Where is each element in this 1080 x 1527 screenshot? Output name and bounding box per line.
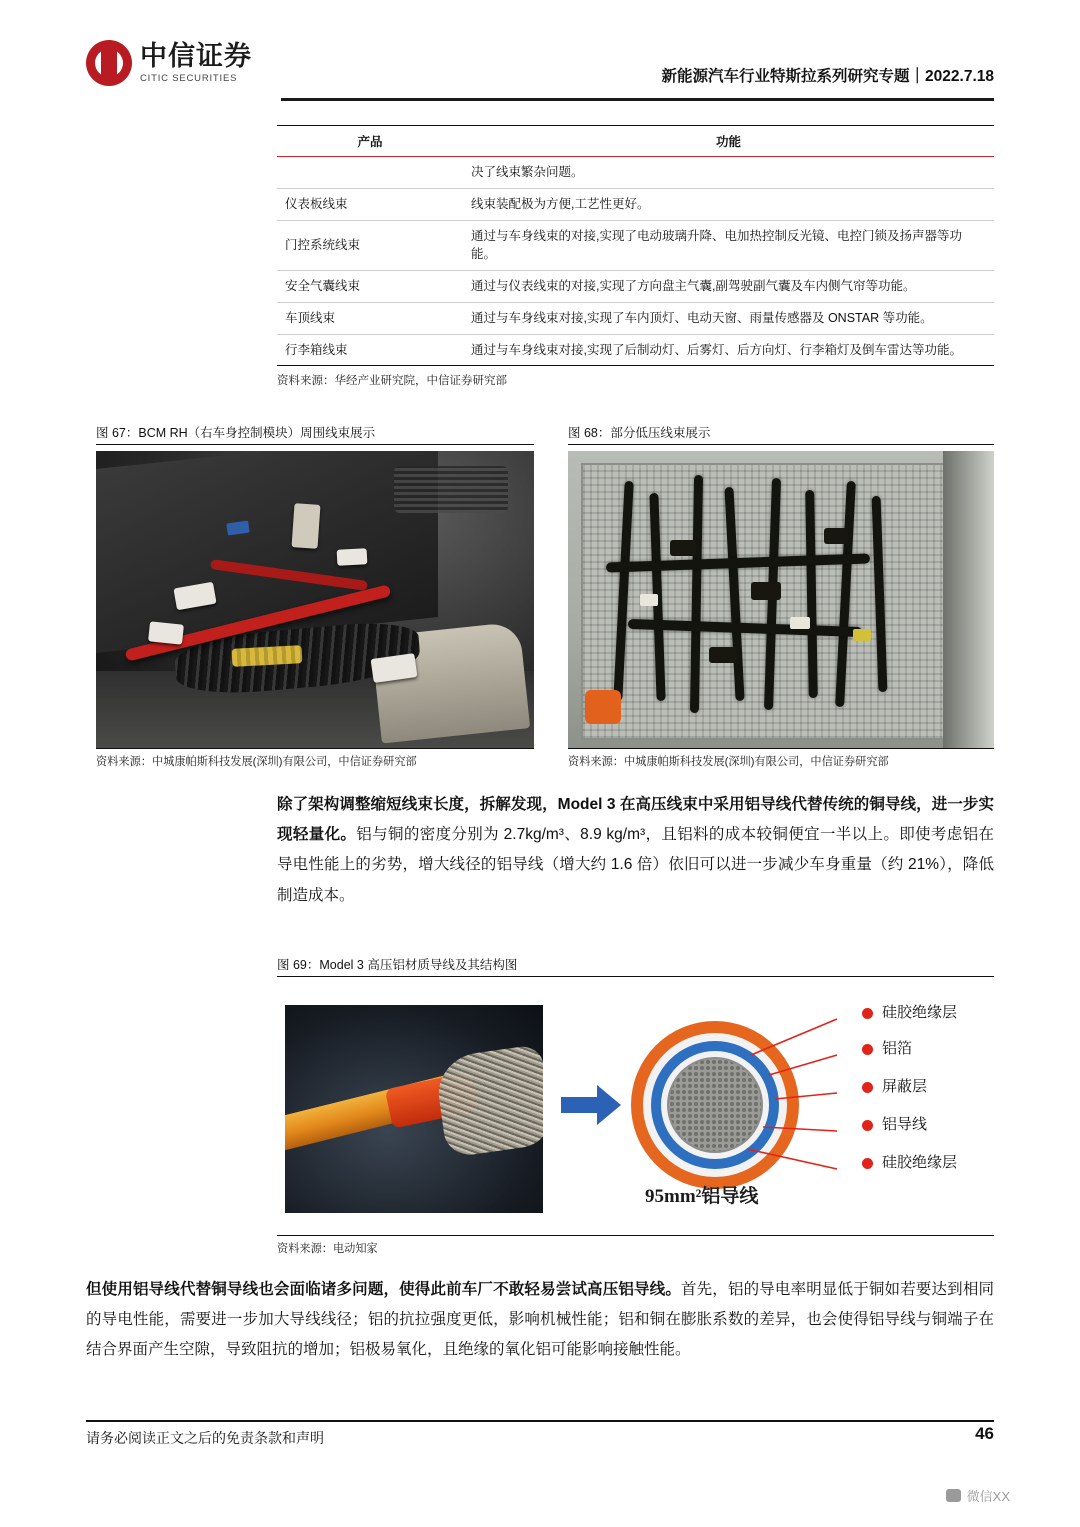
table-cell-product: 仪表板线束: [285, 196, 348, 211]
figure-69-label-4: [862, 1151, 957, 1172]
footer-divider: [86, 1420, 994, 1422]
bullet-icon: [862, 1044, 873, 1055]
table-row: [277, 334, 994, 366]
citic-logo-icon: [86, 40, 132, 86]
logo-text-en: CITIC SECURITIES: [140, 73, 238, 85]
blue-arrow-icon: [561, 1085, 621, 1125]
figure-67-image: [96, 451, 534, 748]
figure-69-caption: 图 69：Model 3 高压铝材质导线及其结构图: [277, 955, 994, 977]
citic-logo-text: [140, 42, 252, 84]
watermark: [946, 1486, 1010, 1505]
paragraph-aluminum-problems: [86, 1275, 994, 1366]
table-row: [277, 220, 994, 271]
bullet-icon: [862, 1008, 873, 1019]
table-header-row: [277, 126, 994, 157]
figure-68: [568, 423, 994, 769]
wechat-icon: [946, 1489, 961, 1502]
figure-67: [96, 423, 534, 769]
paragraph-1-bold: 除了架构调整缩短线束长度，拆解发现，Model 3 在高压线束中采用铝导线代替传统的铜导线，进一步实现轻量化。: [277, 796, 994, 844]
figure-69-photo: [285, 1005, 543, 1213]
label-text: 硅胶绝缘层: [882, 1004, 958, 1021]
page-number: 46: [975, 1424, 994, 1443]
label-text: 铝导线: [882, 1116, 928, 1133]
table-cell-product: 车顶线束: [285, 310, 336, 325]
watermark-text: 微信XX: [966, 1489, 1010, 1504]
figure-67-source: 资料来源：中城康帕斯科技发展(深圳)有限公司，中信证券研究部: [96, 748, 534, 769]
paragraph-2-bold: 但使用铝导线代替铜导线也会面临诸多问题，使得此前车厂不敢轻易尝试高压铝导线。: [86, 1281, 681, 1298]
table-row: [277, 188, 994, 220]
table-cell-function: 线束装配极为方便,工艺性更好。: [471, 196, 650, 211]
product-function-table-wrap: [277, 125, 994, 388]
figure-68-caption: 图 68：部分低压线束展示: [568, 423, 994, 445]
table-cell-product: [277, 157, 463, 189]
table-cell-product: 行李箱线束: [285, 342, 348, 357]
table-row: [277, 157, 994, 189]
table-cell-function: 通过与仪表线束的对接,实现了方向盘主气囊,副驾驶副气囊及车内侧气帘等功能。: [471, 279, 916, 293]
bullet-icon: [862, 1082, 873, 1093]
table-header-product: 产品: [357, 135, 383, 149]
figure-67-caption: 图 67：BCM RH（右车身控制模块）周围线束展示: [96, 423, 534, 445]
figure-69-source: 资料来源：电动知家: [277, 1235, 994, 1256]
figure-69-label-0: [862, 1001, 957, 1022]
figure-68-image: [568, 451, 994, 748]
footer-disclaimer: 请务必阅读正文之后的免责条款和声明: [86, 1430, 324, 1446]
label-text: 铝箔: [882, 1040, 913, 1057]
table-source: 资料来源：华经产业研究院，中信证券研究部: [277, 375, 507, 388]
figure-69-label-3: [862, 1113, 927, 1134]
product-function-table: [277, 125, 994, 366]
header-separator: ｜: [909, 68, 926, 85]
figure-69-image: [277, 983, 994, 1235]
paragraph-1-rest: 铝与铜的密度分别为 2.7kg/m³、8.9 kg/m³，且铝料的成本较铜便宜一半以上。即使考虑铝在导电性能上的劣势，增大线径的铝导线（增大约 1.6 倍）依旧可以进一步减少车身重量（约 21%），降低制造成本。: [277, 826, 994, 904]
figure-69-label-2: [862, 1075, 927, 1096]
header-divider: [281, 98, 994, 101]
header-report-title: 新能源汽车行业特斯拉系列研究专题: [661, 68, 910, 85]
paragraph-2-rest: 首先，铝的导电率明显低于铜如若要达到相同的导电性能，需要进一步加大导线线径；铝的抗拉强度更低，影响机械性能；铝和铜在膨胀系数的差异，也会使得铝导线与铜端子在结合界面产生空隙，导致阻抗的增加；铝极易氧化，且绝缘的氧化铝可能影响接触性能。: [86, 1281, 994, 1359]
table-cell-product: 门控系统线束: [285, 237, 361, 252]
table-cell-product: 安全气囊线束: [285, 279, 361, 293]
figure-69-label-1: [862, 1037, 912, 1058]
bullet-icon: [862, 1158, 873, 1169]
page-header: [86, 40, 994, 102]
bullet-icon: [862, 1120, 873, 1131]
header-title: [662, 64, 995, 86]
table-cell-function: 通过与车身线束的对接,实现了电动玻璃升降、电加热控制反光镜、电控门锁及扬声器等功能。: [471, 228, 962, 262]
label-text: 屏蔽层: [882, 1078, 928, 1095]
header-date: 2022.7.18: [925, 68, 994, 85]
table-cell-function: 通过与车身线束对接,实现了后制动灯、后雾灯、后方向灯、行李箱灯及倒车雷达等功能。: [471, 342, 962, 357]
table-row: [277, 271, 994, 303]
table-cell-function: 通过与车身线束对接,实现了车内顶灯、电动天窗、雨量传感器及 ONSTAR 等功能。: [471, 310, 933, 325]
table-cell-function: 决了线束繁杂问题。: [471, 165, 584, 179]
label-text: 硅胶绝缘层: [882, 1154, 958, 1171]
figure-68-source: 资料来源：中城康帕斯科技发展(深圳)有限公司，中信证券研究部: [568, 748, 994, 769]
citic-logo: [86, 40, 252, 86]
figure-69: [277, 955, 994, 1256]
table-header-function: 功能: [715, 135, 741, 149]
figure-69-diagram: [555, 993, 994, 1235]
figure-69-center-label: 95mm²铝导线: [645, 1186, 759, 1207]
paragraph-aluminum-wire: [277, 790, 994, 911]
table-row: [277, 302, 994, 334]
logo-text-cn: 中信证券: [140, 40, 252, 71]
